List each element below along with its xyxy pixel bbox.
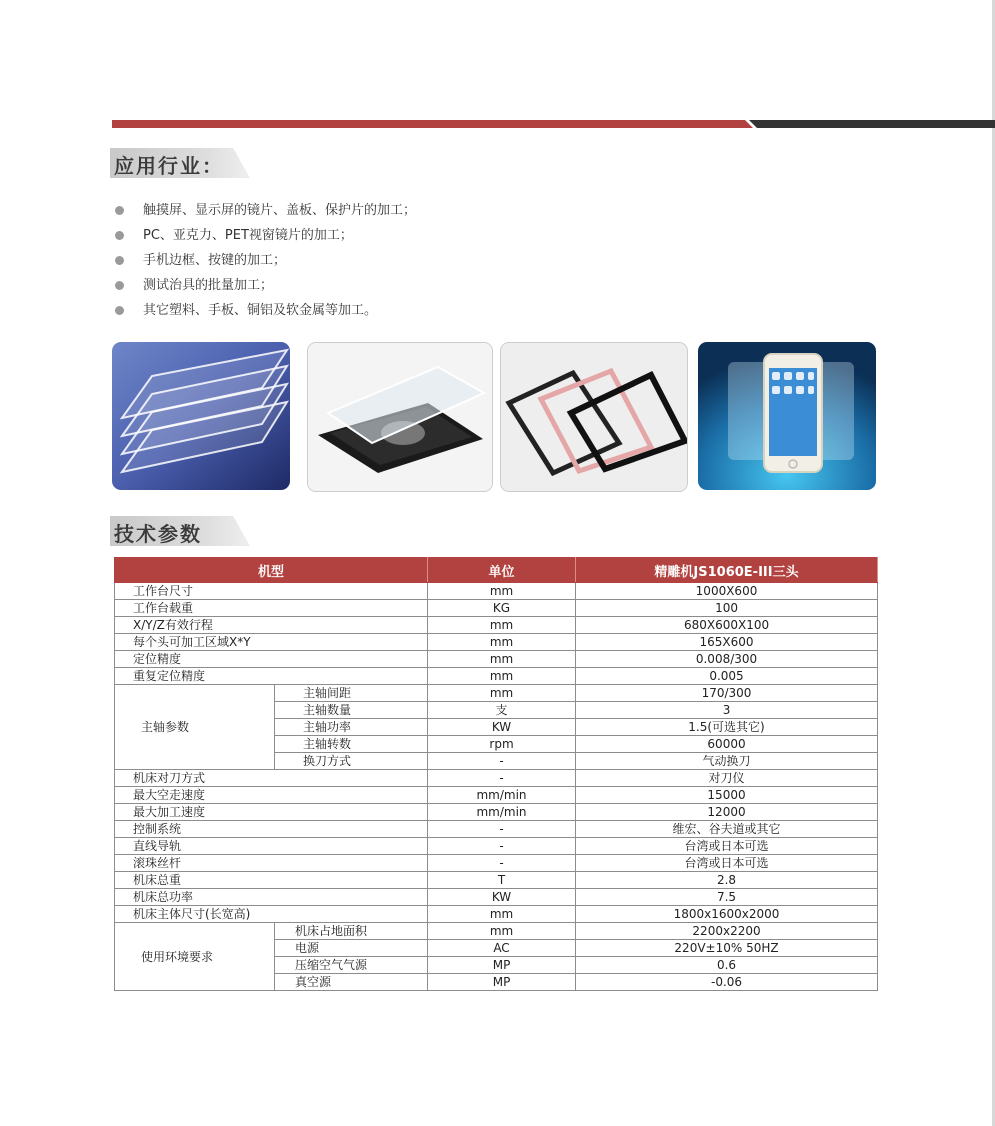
phone-screen-protector-photo [307,342,493,492]
column-header-value: 精雕机JS1060E-III三头 [576,558,878,583]
table-row: 主轴参数 主轴间距 mm 170/300 [115,685,878,702]
table-row: 机床总功率 KW 7.5 [115,889,878,906]
column-header-model: 机型 [115,558,428,583]
iphone-glass-photo [698,342,876,490]
table-row: 机床对刀方式 - 对刀仪 [115,770,878,787]
list-item: 触摸屏、显示屏的镜片、盖板、保护片的加工； [115,198,416,223]
table-row: 使用环境要求 机床占地面积 mm 2200x2200 [115,923,878,940]
table-row: 直线导轨 - 台湾或日本可选 [115,838,878,855]
table-row: 机床总重 T 2.8 [115,872,878,889]
table-row: 主轴数量 支 3 [115,702,878,719]
table-row: 压缩空气气源 MP 0.6 [115,957,878,974]
column-header-unit: 单位 [428,558,576,583]
environment-group-label: 使用环境要求 [115,923,275,991]
table-row: 最大空走速度 mm/min 15000 [115,787,878,804]
table-row: 电源 AC 220V±10% 50HZ [115,940,878,957]
table-row: 控制系统 - 维宏、谷夫道或其它 [115,821,878,838]
list-item: 手机边框、按键的加工； [115,248,416,273]
spindle-group-label: 主轴参数 [115,685,275,770]
bullet-icon [115,256,124,265]
table-row: X/Y/Z有效行程 mm 680X600X100 [115,617,878,634]
applications-heading [110,148,250,178]
applications-heading-text: 应用行业： [114,154,224,178]
bullet-icon [115,281,124,290]
table-row: 主轴转数 rpm 60000 [115,736,878,753]
table-row: 最大加工速度 mm/min 12000 [115,804,878,821]
bullet-icon [115,306,124,315]
specs-heading [110,516,250,546]
spec-table [114,557,878,991]
list-item: 其它塑料、手板、铜铝及软金属等加工。 [115,298,416,323]
list-item: 测试治具的批量加工； [115,273,416,298]
header-divider-bar [112,120,995,128]
table-row: 主轴功率 KW 1.5(可选其它) [115,719,878,736]
applications-list [115,198,416,323]
table-row: 真空源 MP -0.06 [115,974,878,991]
phone-cover-glass-photo [500,342,688,492]
list-item: PC、亚克力、PET视窗镜片的加工； [115,223,416,248]
table-row: 滚珠丝杆 - 台湾或日本可选 [115,855,878,872]
table-row: 机床主体尺寸(长宽高) mm 1800x1600x2000 [115,906,878,923]
table-row: 换刀方式 - 气动换刀 [115,753,878,770]
table-row: 每个头可加工区域X*Y mm 165X600 [115,634,878,651]
bullet-icon [115,206,124,215]
table-row: 定位精度 mm 0.008/300 [115,651,878,668]
bullet-icon [115,231,124,240]
table-row: 工作台尺寸 mm 1000X600 [115,583,878,600]
specs-heading-text: 技术参数 [114,522,202,546]
table-row: 工作台载重 KG 100 [115,600,878,617]
acrylic-sheets-photo [112,342,290,490]
table-row: 重复定位精度 mm 0.005 [115,668,878,685]
table-header-row [115,558,878,583]
